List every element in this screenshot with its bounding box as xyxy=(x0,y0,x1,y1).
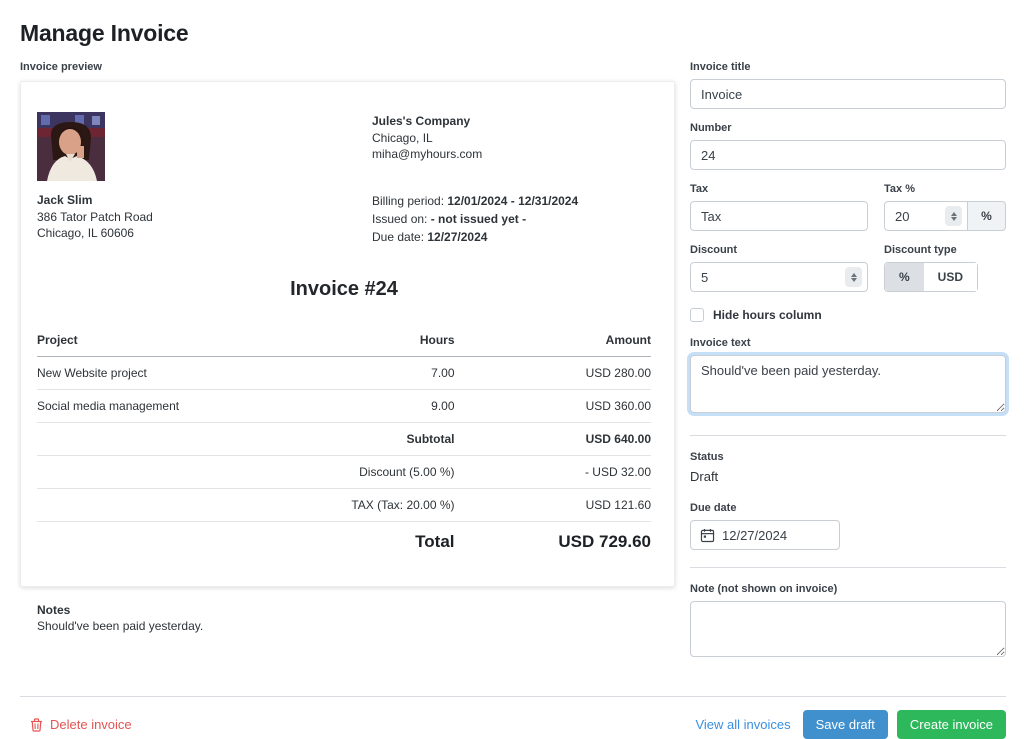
total-label: Total xyxy=(313,521,454,561)
notes-text: Should've been paid yesterday. xyxy=(37,619,651,633)
subtotal-label: Subtotal xyxy=(313,422,454,455)
percent-addon: % xyxy=(968,201,1006,231)
status-value: Draft xyxy=(690,469,1006,484)
sender-block xyxy=(37,112,372,246)
company-email: miha@myhours.com xyxy=(372,147,651,163)
company-city: Chicago, IL xyxy=(372,131,651,147)
billing-period-line: Billing period: 12/01/2024 - 12/31/2024 xyxy=(372,192,651,210)
invoice-preview-card xyxy=(20,81,675,587)
tax-label: Tax xyxy=(690,183,868,195)
cell-project: New Website project xyxy=(37,356,313,389)
discount-input[interactable] xyxy=(690,262,868,292)
number-input[interactable] xyxy=(690,140,1006,170)
due-date-input[interactable] xyxy=(690,520,840,550)
company-block xyxy=(372,112,651,246)
hide-hours-label: Hide hours column xyxy=(713,308,822,322)
subtotal-row xyxy=(37,422,651,455)
sender-address2: Chicago, IL 60606 xyxy=(37,226,372,242)
delete-invoice-link[interactable] xyxy=(30,717,132,732)
company-name: Jules's Company xyxy=(372,114,651,128)
tax-row xyxy=(37,488,651,521)
invoice-text-textarea[interactable] xyxy=(690,355,1006,413)
save-draft-button[interactable]: Save draft xyxy=(803,710,888,739)
discount-type-percent-option[interactable]: % xyxy=(885,263,924,291)
invoice-items-table xyxy=(37,325,651,561)
footer-bar xyxy=(20,696,1006,739)
table-header-row xyxy=(37,325,651,357)
cell-hours: 9.00 xyxy=(313,389,454,422)
sender-address1: 386 Tator Patch Road xyxy=(37,210,372,226)
calendar-icon xyxy=(701,529,714,542)
cell-amount: USD 360.00 xyxy=(455,389,651,422)
cell-amount: USD 280.00 xyxy=(455,356,651,389)
discount-type-label: Discount type xyxy=(884,244,1006,256)
invoice-preview-label: Invoice preview xyxy=(20,61,675,73)
invoice-preview-section xyxy=(20,61,675,587)
logo-image xyxy=(37,112,105,181)
invoice-heading: Invoice #24 xyxy=(37,278,651,301)
header-project: Project xyxy=(37,325,313,357)
discount-row xyxy=(37,455,651,488)
tax-percent-label: Tax % xyxy=(884,183,1006,195)
notes-title: Notes xyxy=(37,603,651,617)
total-row xyxy=(37,521,651,561)
create-invoice-button[interactable]: Create invoice xyxy=(897,710,1006,739)
delete-invoice-label: Delete invoice xyxy=(50,717,132,732)
header-amount: Amount xyxy=(455,325,651,357)
invoice-title-input[interactable] xyxy=(690,79,1006,109)
invoice-form xyxy=(690,61,1006,675)
cell-project: Social media management xyxy=(37,389,313,422)
number-stepper[interactable] xyxy=(845,267,862,287)
issued-on-line: Issued on: - not issued yet - xyxy=(372,210,651,228)
due-date-value: 12/27/2024 xyxy=(722,528,787,543)
sender-name: Jack Slim xyxy=(37,193,372,207)
header-hours: Hours xyxy=(313,325,454,357)
total-value: USD 729.60 xyxy=(455,521,651,561)
number-stepper[interactable] xyxy=(945,206,962,226)
cell-hours: 7.00 xyxy=(313,356,454,389)
tax-input[interactable] xyxy=(690,201,868,231)
tax-value: USD 121.60 xyxy=(455,488,651,521)
note-label: Note (not shown on invoice) xyxy=(690,583,1006,595)
number-label: Number xyxy=(690,122,1006,134)
status-label: Status xyxy=(690,451,1006,463)
hide-hours-checkbox[interactable] xyxy=(690,308,704,322)
tax-percent-group xyxy=(884,201,1006,231)
invoice-meta-block xyxy=(372,192,651,246)
discount-type-usd-option[interactable]: USD xyxy=(924,263,977,291)
notes-block xyxy=(37,603,651,633)
invoice-text-label: Invoice text xyxy=(690,337,1006,349)
due-date-label: Due date xyxy=(690,502,1006,514)
trash-icon xyxy=(30,718,43,732)
view-all-invoices-link[interactable]: View all invoices xyxy=(695,717,790,732)
due-date-line: Due date: 12/27/2024 xyxy=(372,228,651,246)
discount-label: Discount xyxy=(690,244,868,256)
note-textarea[interactable] xyxy=(690,601,1006,657)
discount-type-toggle xyxy=(884,262,978,292)
invoice-title-label: Invoice title xyxy=(690,61,1006,73)
table-row xyxy=(37,356,651,389)
discount-value: - USD 32.00 xyxy=(455,455,651,488)
divider xyxy=(690,567,1006,568)
tax-label: TAX (Tax: 20.00 %) xyxy=(313,488,454,521)
table-row xyxy=(37,389,651,422)
divider xyxy=(690,435,1006,436)
discount-label: Discount (5.00 %) xyxy=(313,455,454,488)
page-title: Manage Invoice xyxy=(20,20,1006,47)
subtotal-value: USD 640.00 xyxy=(455,422,651,455)
